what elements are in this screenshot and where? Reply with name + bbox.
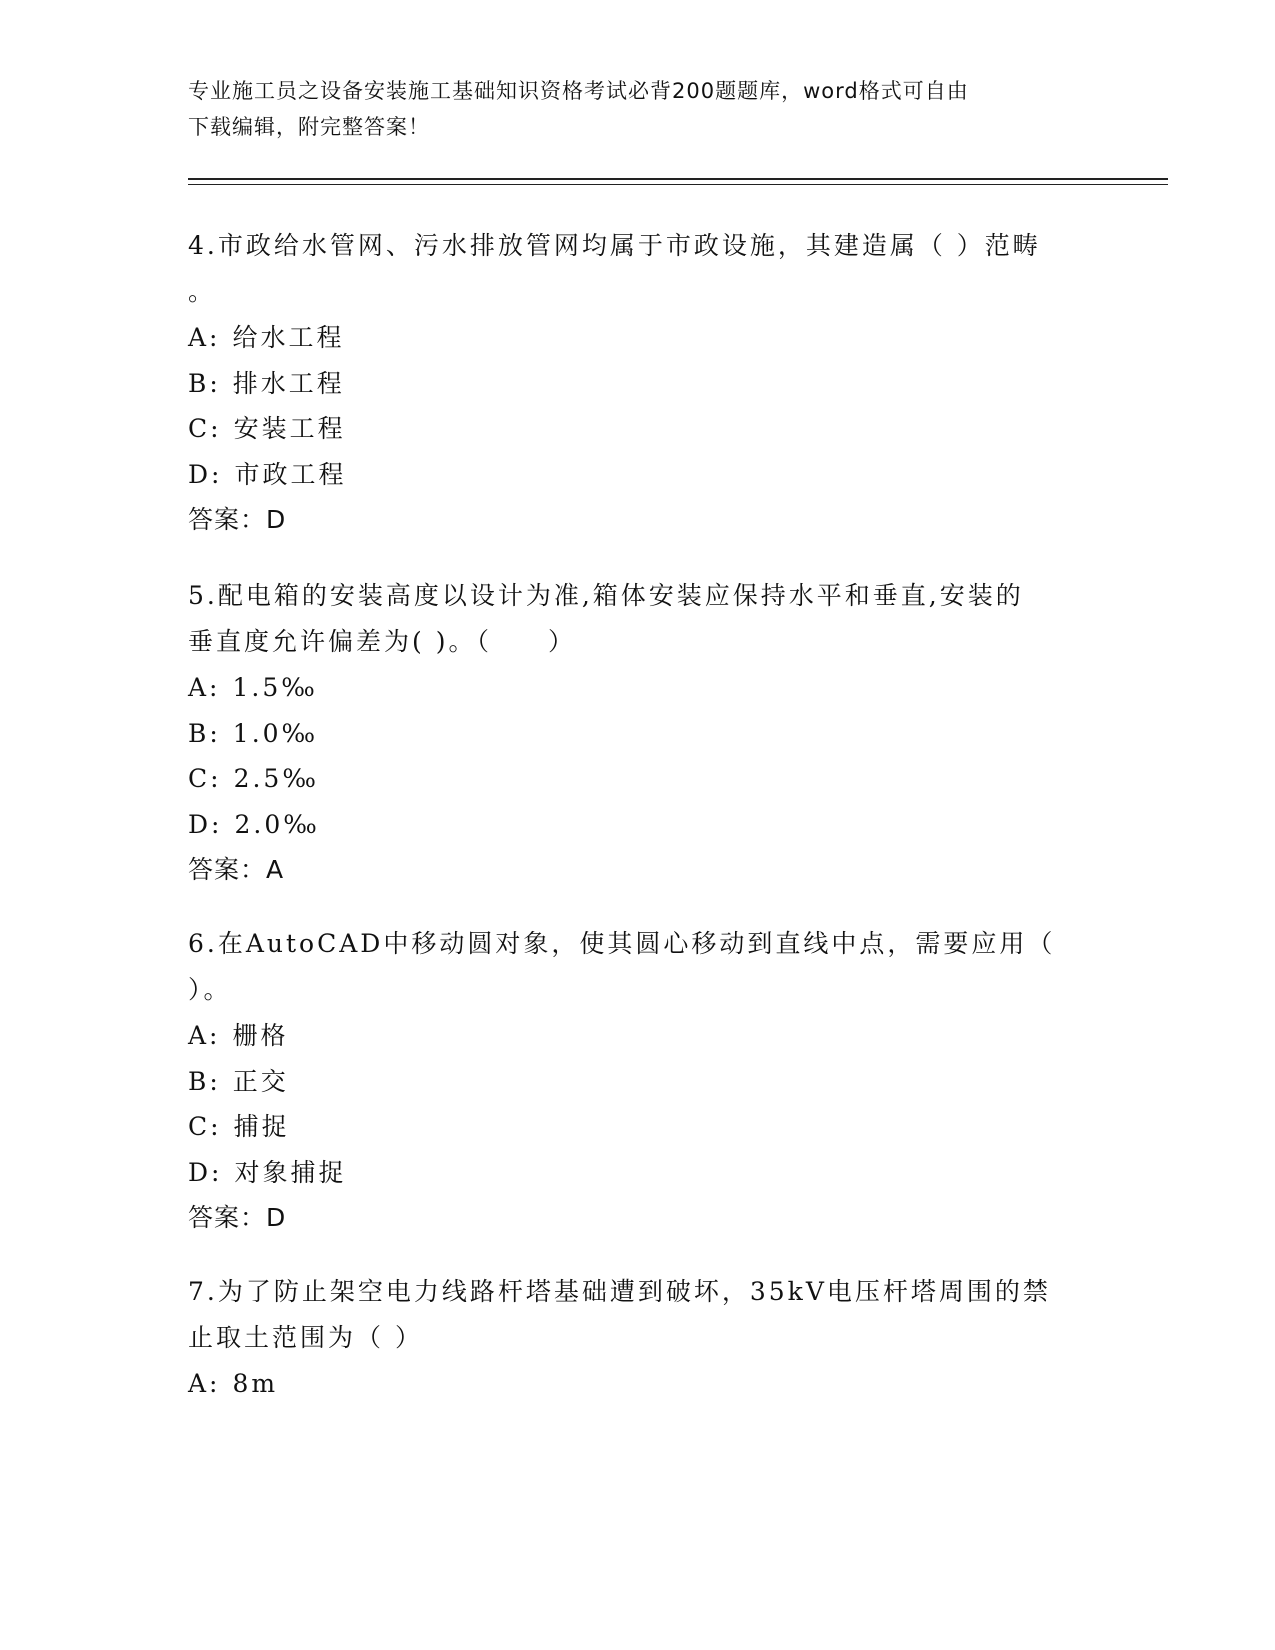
question-4 xyxy=(188,223,1088,543)
option-label: D: xyxy=(188,459,223,489)
option-a xyxy=(188,665,1088,711)
option-b xyxy=(188,1059,1088,1105)
option-label: A: xyxy=(188,1369,221,1398)
option-label: B: xyxy=(188,718,221,748)
option-text: 8m xyxy=(232,1369,279,1398)
option-c xyxy=(188,406,1088,452)
option-label: D: xyxy=(188,809,223,839)
option-label: A: xyxy=(188,323,221,352)
option-text: 正交 xyxy=(232,1066,289,1096)
question-stem-line: ）。 xyxy=(188,975,232,1004)
option-label: B: xyxy=(188,368,221,398)
option-label: C: xyxy=(188,764,222,793)
header-divider-thick xyxy=(188,178,1168,180)
option-text: 捕捉 xyxy=(233,1112,290,1141)
question-stem-line: 5.配电箱的安装高度以设计为准,箱体安装应保持水平和垂直,安装的 xyxy=(188,581,1024,610)
question-7 xyxy=(188,1269,1088,1407)
question-stem-line: 7.为了防止架空电力线路杆塔基础遭到破坏，35kV电压杆塔周围的禁 xyxy=(188,1277,1051,1306)
option-b xyxy=(188,361,1088,407)
document-header xyxy=(188,73,1088,145)
option-label: B: xyxy=(188,1066,221,1096)
option-d xyxy=(188,1150,1088,1196)
option-c xyxy=(188,756,1088,802)
option-d xyxy=(188,802,1088,848)
header-line-1: 专业施工员之设备安装施工基础知识资格考试必背200题题库，word格式可自由 xyxy=(188,79,969,103)
option-a xyxy=(188,1361,1088,1407)
option-d xyxy=(188,452,1088,498)
question-5 xyxy=(188,573,1088,893)
question-stem-line: 垂直度允许偏差为( )。（ ） xyxy=(188,627,576,656)
question-6 xyxy=(188,921,1088,1241)
answer-line: 答案：D xyxy=(188,1203,287,1232)
question-stem-line: 6.在AutoCAD中移动圆对象，使其圆心移动到直线中点，需要应用（ xyxy=(188,929,1056,958)
option-a xyxy=(188,1013,1088,1059)
option-text: 1.0‰ xyxy=(232,718,319,748)
option-label: C: xyxy=(188,1112,222,1141)
option-text: 安装工程 xyxy=(233,414,346,443)
option-text: 排水工程 xyxy=(232,368,345,398)
answer-line: 答案：D xyxy=(188,505,287,534)
option-label: C: xyxy=(188,414,222,443)
option-text: 栅格 xyxy=(232,1021,289,1050)
question-stem-line: 4.市政给水管网、污水排放管网均属于市政设施，其建造属（ ）范畴 xyxy=(188,231,1041,260)
option-b xyxy=(188,711,1088,757)
header-divider-thin xyxy=(188,184,1168,185)
option-text: 对象捕捉 xyxy=(234,1157,347,1187)
option-text: 1.5‰ xyxy=(232,673,318,702)
option-label: A: xyxy=(188,673,221,702)
option-c xyxy=(188,1104,1088,1150)
option-text: 市政工程 xyxy=(234,459,347,489)
option-a xyxy=(188,315,1088,361)
header-line-2: 下载编辑，附完整答案！ xyxy=(188,115,430,139)
answer-line: 答案：A xyxy=(188,855,285,884)
option-label: A: xyxy=(188,1021,221,1050)
option-text: 2.5‰ xyxy=(233,764,319,793)
option-label: D: xyxy=(188,1157,223,1187)
option-text: 给水工程 xyxy=(232,323,345,352)
question-stem-line: 。 xyxy=(188,277,217,306)
question-stem-line: 止取土范围为（ ） xyxy=(188,1323,423,1352)
option-text: 2.0‰ xyxy=(234,809,320,839)
